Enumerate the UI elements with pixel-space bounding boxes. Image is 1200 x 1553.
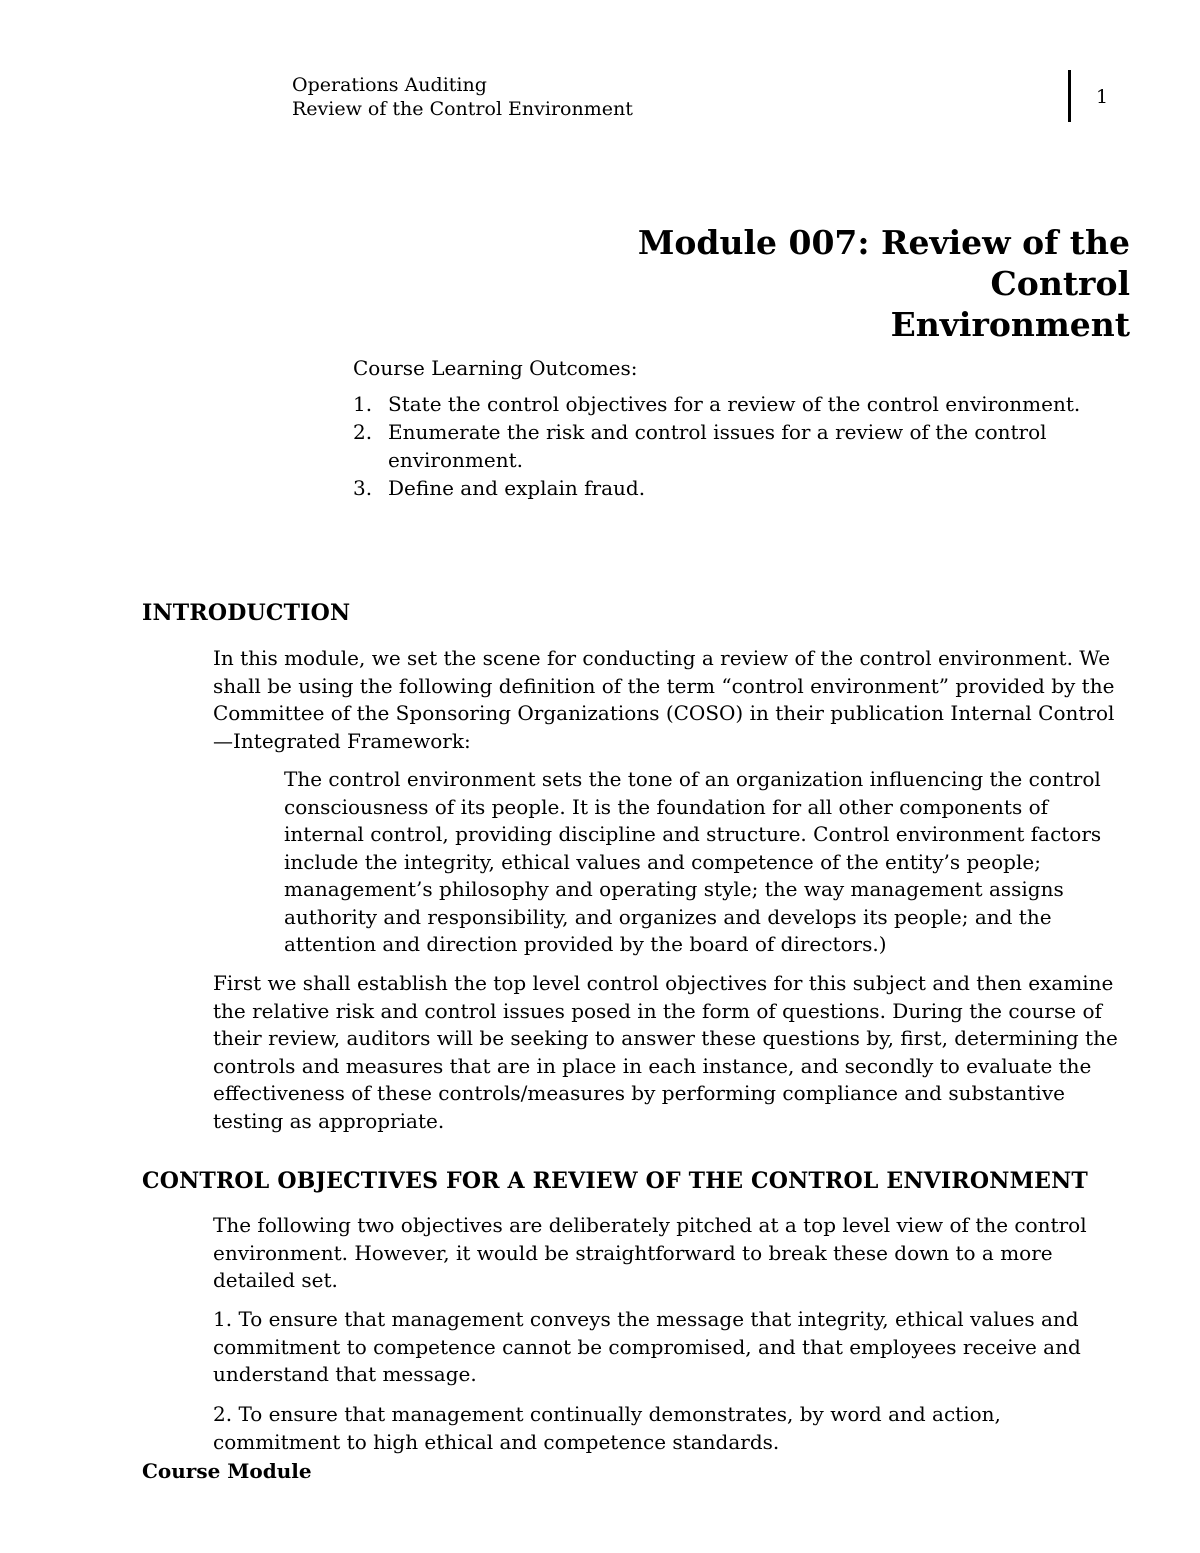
introduction-paragraph-2: First we shall establish the top level control objectives for this subject and then examine the relative risk and control issues posed in the form of questions. During the course of their review, auditors will be seeking to answer these questions by, first, determining the controls and measures that are in place in each instance, and secondly to evaluate the effectiveness of these controls/measures by performing compliance and substantive testing as appropriate. (213, 971, 1118, 1133)
list-item-text: Define and explain fraud. (388, 476, 646, 500)
footer-label: Course Module (142, 1459, 312, 1483)
list-item-text: State the control objectives for a review of the control environment. (388, 392, 1081, 416)
control-objectives-intro: The following two objectives are deliberately pitched at a top level view of the control environment. However, it would be straightforward to break these down to a more detailed set. (213, 1213, 1087, 1292)
list-item (353, 474, 1113, 502)
page-title-line2: Environment (890, 305, 1130, 344)
page-title (490, 222, 1130, 345)
list-item (353, 418, 1113, 474)
learning-outcomes-list (353, 390, 1113, 502)
page-title-line1: Module 007: Review of the Control (637, 223, 1130, 303)
introduction-paragraph-1: In this module, we set the scene for conducting a review of the control environment. We shall be using the following definition of the term “control environment” provided by the Committee of the Sponsoring Organizations (COSO) in their publication Internal Control—Integrated Framework: (213, 646, 1115, 753)
control-objective-2: 2. To ensure that management continually demonstrates, by word and action, commitment to high ethical and competence standards. (213, 1402, 1001, 1454)
list-item (353, 390, 1113, 418)
learning-outcomes-heading: Course Learning Outcomes: (353, 356, 638, 380)
learning-outcomes (353, 354, 1113, 502)
header-divider (1068, 70, 1071, 122)
header-module-subtitle: Review of the Control Environment (292, 98, 633, 120)
control-objective-1: 1. To ensure that management conveys the message that integrity, ethical values and commitment to competence cannot be compromised, and that employees receive and understand that message. (213, 1307, 1081, 1386)
running-header (292, 73, 633, 121)
header-course-title: Operations Auditing (292, 74, 487, 96)
coso-definition-quote: The control environment sets the tone of an organization influencing the control consciousness of its people. It is the foundation for all other components of internal control, providing discipline and structure. Control environment factors include the integrity, ethical values and competence of the entity’s people; management’s philosophy and operating style; the way management assigns authority and responsibility, and organizes and develops its people; and the attention and direction provided by the board of directors.) (284, 767, 1102, 956)
list-item-text: Enumerate the risk and control issues for a review of the control environment. (388, 420, 1047, 472)
list-item-number: 2. (353, 420, 373, 444)
list-item-number: 1. (353, 392, 373, 416)
list-item-number: 3. (353, 476, 373, 500)
introduction-heading: INTRODUCTION (142, 600, 351, 626)
page-number: 1 (1096, 86, 1109, 108)
control-objectives-heading: CONTROL OBJECTIVES FOR A REVIEW OF THE CONTROL ENVIRONMENT (142, 1168, 1088, 1194)
